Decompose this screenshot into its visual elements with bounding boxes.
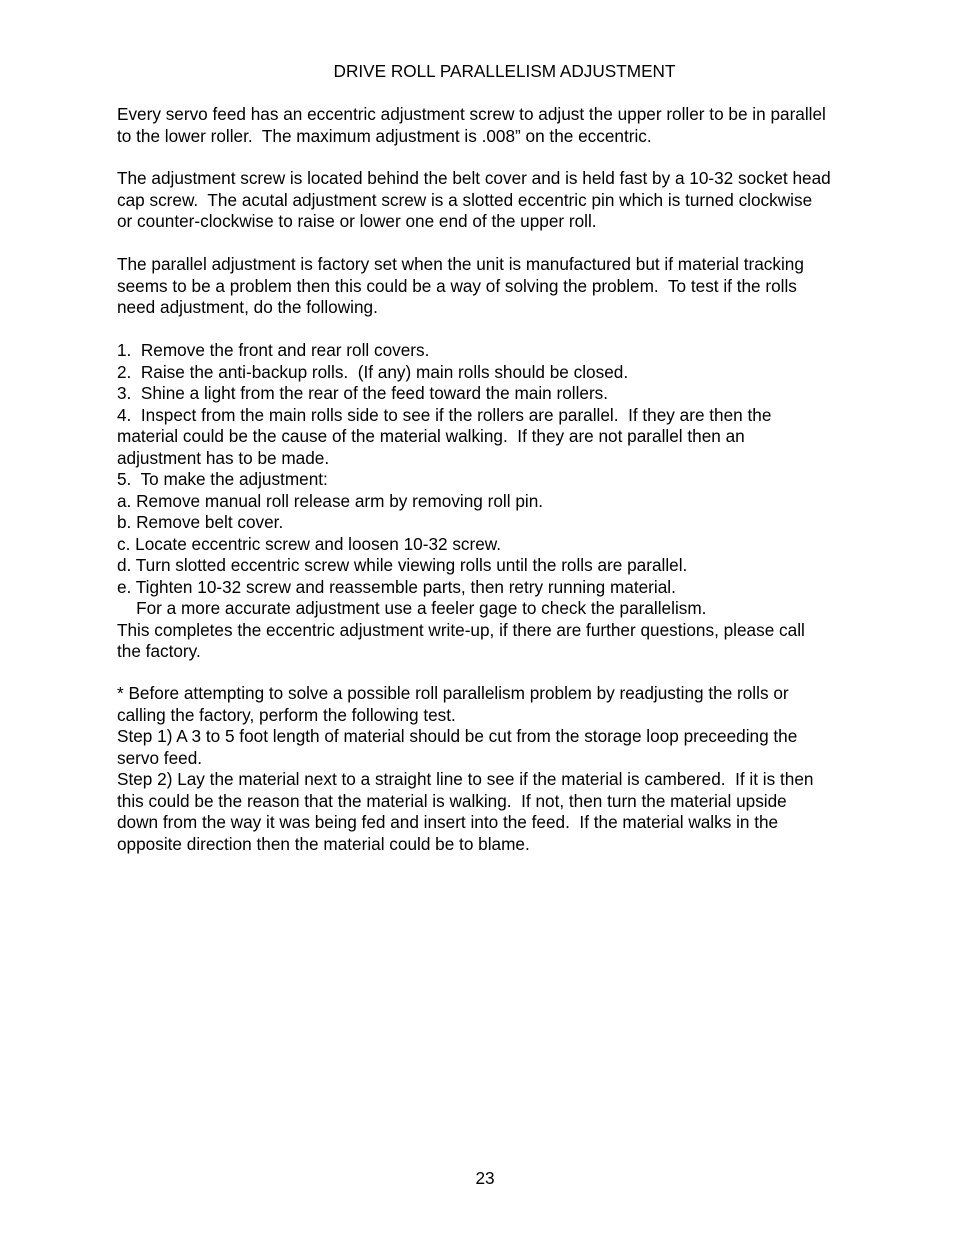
list-item: e. Tighten 10-32 screw and reassemble parts, then retry running material. <box>117 576 676 597</box>
list-item: 2. Raise the anti-backup rolls. (If any) main rolls should be closed. <box>117 361 629 382</box>
list-item: Step 1) A 3 to 5 foot length of material should be cut from the storage loop preceeding the <box>117 726 798 746</box>
paragraph-screw-location <box>117 168 907 233</box>
text-line: down from the way it was being fed and insert into the feed. If the material walks in the <box>117 812 779 832</box>
list-item: 3. Shine a light from the rear of the feed toward the main rollers. <box>117 383 609 403</box>
text-line: cap screw. The acutal adjustment screw is a slotted eccentric pin which is turned clockwise <box>117 189 813 210</box>
text-line: material could be the cause of the material walking. If they are not parallel then an <box>117 426 745 446</box>
paragraph-factory-set <box>117 254 907 319</box>
list-item: 4. Inspect from the main rolls side to see if the rollers are parallel. If they are then the <box>117 404 772 425</box>
list-item: a. Remove manual roll release arm by removing roll pin. <box>117 490 544 511</box>
text-line: or counter-clockwise to raise or lower one end of the upper roll. <box>117 211 597 231</box>
page-title: DRIVE ROLL PARALLELISM ADJUSTMENT <box>333 61 676 81</box>
text-line: * Before attempting to solve a possible roll parallelism problem by readjusting the rolls or <box>117 683 789 703</box>
procedure-steps <box>117 340 907 663</box>
text-line: need adjustment, do the following. <box>117 297 378 317</box>
page-number: 23 <box>475 1168 495 1188</box>
text-line: adjustment has to be made. <box>117 447 330 468</box>
text-line: This completes the eccentric adjustment write-up, if there are further questions, please call <box>117 619 805 640</box>
list-item: c. Locate eccentric screw and loosen 10-32 screw. <box>117 533 502 554</box>
list-item: Step 2) Lay the material next to a straight line to see if the material is cambered. If it is then <box>117 769 814 789</box>
text-line: servo feed. <box>117 747 203 768</box>
text-line: seems to be a problem then this could be a way of solving the problem. To test if the rolls <box>117 275 797 296</box>
text-line: For a more accurate adjustment use a feeler gage to check the parallelism. <box>117 598 707 618</box>
text-line: to the lower roller. The maximum adjustment is .008” on the eccentric. <box>117 125 652 146</box>
text-line: The parallel adjustment is factory set when the unit is manufactured but if material tracking <box>117 254 804 274</box>
list-item: 5. To make the adjustment: <box>117 469 328 489</box>
paragraph-intro <box>117 104 907 147</box>
list-item: d. Turn slotted eccentric screw while viewing rolls until the rolls are parallel. <box>117 555 688 575</box>
list-item: b. Remove belt cover. <box>117 512 284 532</box>
text-line: Every servo feed has an eccentric adjustment screw to adjust the upper roller to be in parallel <box>117 104 826 124</box>
text-line: the factory. <box>117 641 201 661</box>
text-line: The adjustment screw is located behind the belt cover and is held fast by a 10-32 socket head <box>117 168 831 188</box>
text-line: this could be the reason that the material is walking. If not, then turn the material upside <box>117 790 787 811</box>
list-item: 1. Remove the front and rear roll covers. <box>117 340 430 360</box>
text-line: opposite direction then the material could be to blame. <box>117 833 530 854</box>
text-line: calling the factory, perform the following test. <box>117 704 456 725</box>
paragraph-test-note <box>117 683 907 855</box>
